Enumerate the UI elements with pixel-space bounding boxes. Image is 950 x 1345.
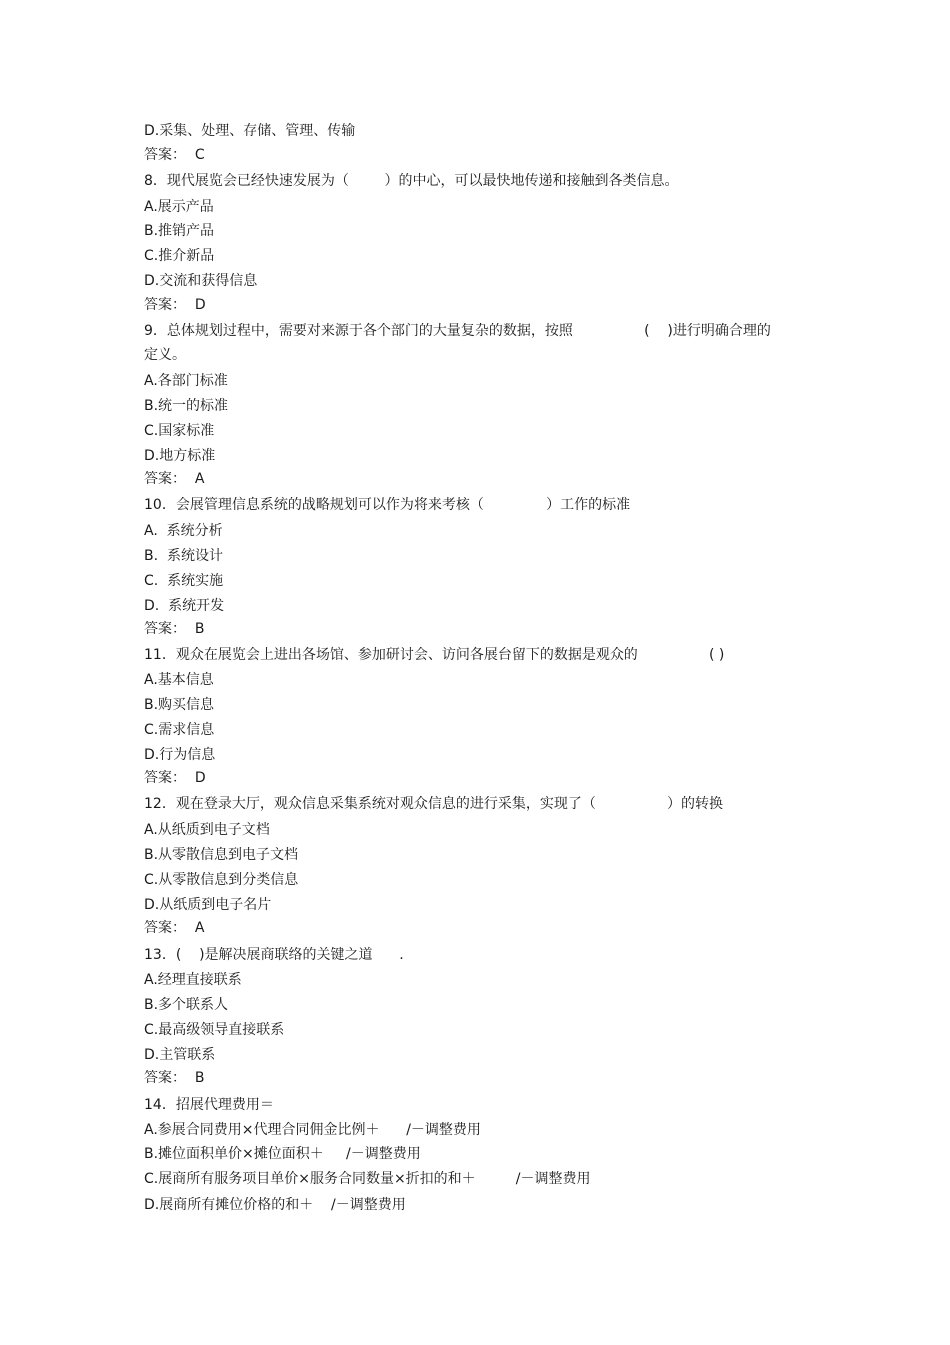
- option-line: A.经理直接联系: [144, 972, 242, 988]
- option-line: A.各部门标准: [144, 373, 228, 389]
- option-line: C.最高级领导直接联系: [144, 1022, 285, 1038]
- option-line: C.展商所有服务项目单价×服务合同数量×折扣的和＋ /－调整费用: [144, 1171, 591, 1187]
- answer-line: 答案： B: [144, 1070, 205, 1086]
- option-line: B.推销产品: [144, 223, 215, 239]
- option-line: D.地方标准: [144, 448, 216, 464]
- option-line: B.多个联系人: [144, 997, 229, 1013]
- option-line: D.从纸质到电子名片: [144, 897, 272, 913]
- option-line: D. 系统开发: [144, 598, 225, 614]
- option-line: B.从零散信息到电子文档: [144, 847, 299, 863]
- question-line: 14．招展代理费用＝: [144, 1097, 274, 1113]
- option-line: C.推介新品: [144, 248, 215, 264]
- answer-line: 答案： B: [144, 621, 205, 637]
- option-line: C.需求信息: [144, 722, 215, 738]
- option-line: D.展商所有摊位价格的和＋ /－调整费用: [144, 1197, 406, 1213]
- option-line: D.采集、处理、存储、管理、传输: [144, 123, 356, 139]
- answer-line: 答案： A: [144, 471, 205, 487]
- option-line: D.交流和获得信息: [144, 273, 258, 289]
- option-line: A.基本信息: [144, 672, 214, 688]
- answer-line: 答案： A: [144, 920, 205, 936]
- answer-line: 答案： C: [144, 147, 205, 163]
- question-line: 11．观众在展览会上进出各场馆、参加研讨会、访问各展台留下的数据是观众的 ( ): [144, 647, 725, 663]
- option-line: C.国家标准: [144, 423, 215, 439]
- option-line: D.行为信息: [144, 747, 216, 763]
- option-line: A. 系统分析: [144, 523, 223, 539]
- answer-line: 答案： D: [144, 297, 206, 313]
- question-line: 8．现代展览会已经快速发展为（ ）的中心，可以最快地传递和接触到各类信息。: [144, 173, 679, 189]
- option-line: A.从纸质到电子文档: [144, 822, 270, 838]
- question-line-continuation: 定义。: [144, 347, 186, 363]
- option-line: B.统一的标准: [144, 398, 229, 414]
- option-line: B. 系统设计: [144, 548, 223, 564]
- option-line: B.摊位面积单价×摊位面积＋ /－调整费用: [144, 1146, 421, 1162]
- option-line: C.从零散信息到分类信息: [144, 872, 299, 888]
- question-line: 9．总体规划过程中，需要对来源于各个部门的大量复杂的数据，按照 ( )进行明确合理的: [144, 323, 771, 339]
- answer-line: 答案： D: [144, 770, 206, 786]
- option-line: A.展示产品: [144, 199, 214, 215]
- question-line: 10．会展管理信息系统的战略规划可以作为将来考核（ ）工作的标准: [144, 497, 631, 513]
- question-line: 13．( )是解决展商联络的关键之道 .: [144, 947, 404, 963]
- option-line: C. 系统实施: [144, 573, 224, 589]
- option-line: A.参展合同费用×代理合同佣金比例＋ /－调整费用: [144, 1122, 481, 1138]
- option-line: D.主管联系: [144, 1047, 216, 1063]
- option-line: B.购买信息: [144, 697, 215, 713]
- question-line: 12．观在登录大厅，观众信息采集系统对观众信息的进行采集，实现了（ ）的转换: [144, 796, 724, 812]
